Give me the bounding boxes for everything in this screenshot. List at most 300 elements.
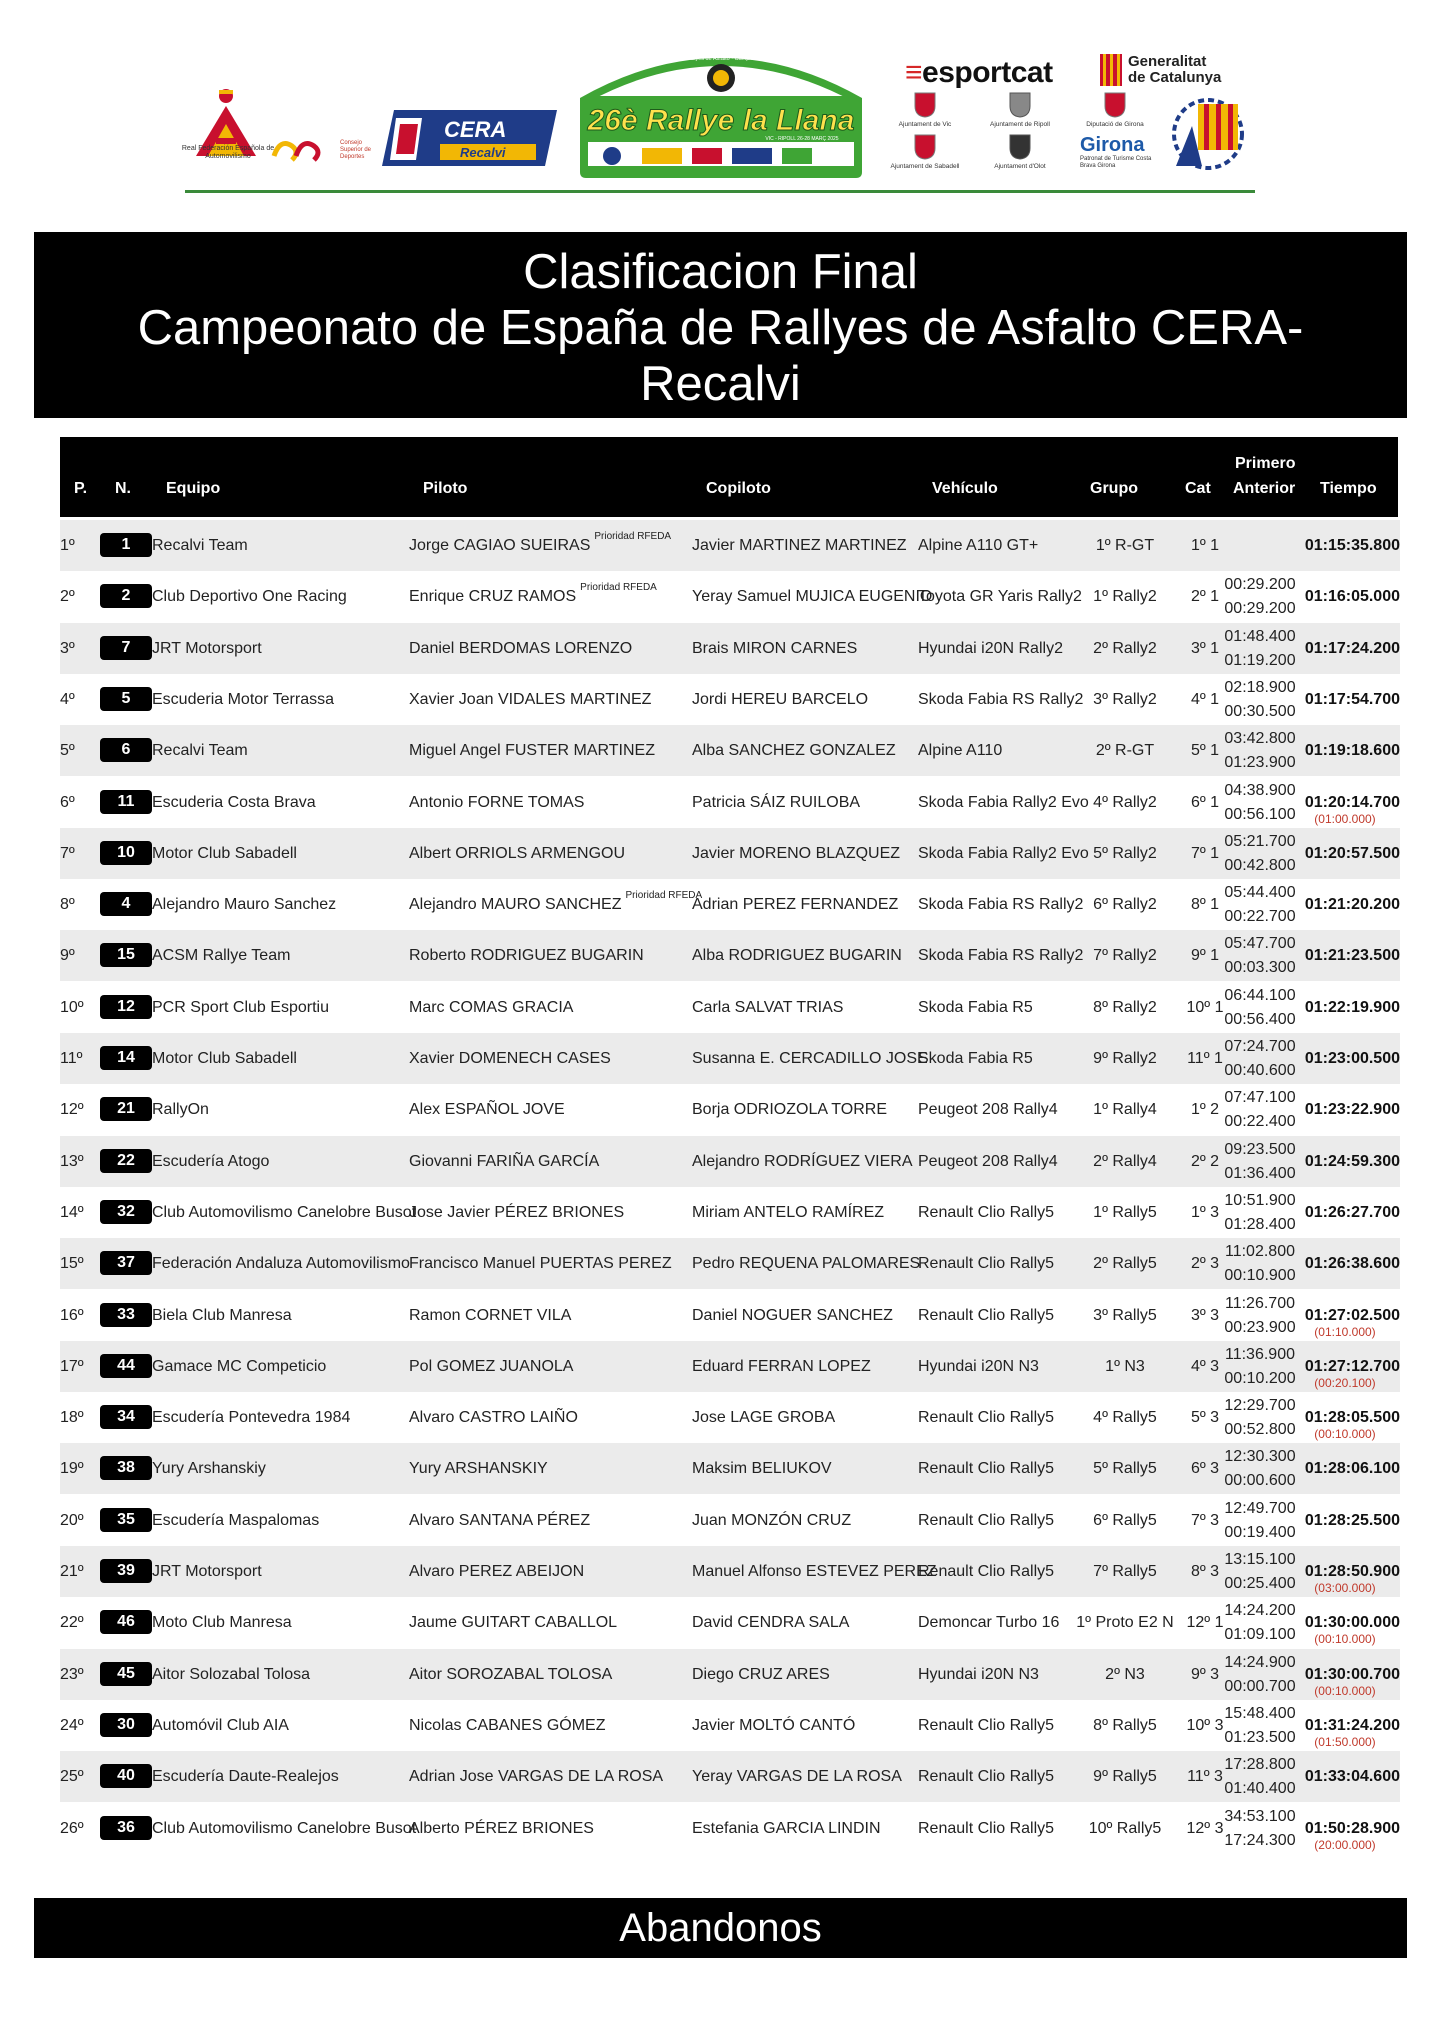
group-position: 4º Rally2 <box>1093 793 1157 811</box>
position: 5º <box>60 742 75 760</box>
driver-name: Marc COMAS GRACIA <box>409 998 574 1016</box>
group-position: 2º R-GT <box>1095 742 1155 760</box>
total-time: 01:50:28.900 <box>1304 1819 1400 1837</box>
vehicle-name: Renault Clio Rally5 <box>918 1306 1055 1324</box>
generalitat-shield-icon <box>1100 54 1122 86</box>
table-row <box>60 623 1400 674</box>
group-position: 7º Rally5 <box>1093 1563 1157 1580</box>
group-position: 9º Rally5 <box>1093 1768 1157 1786</box>
col-header-codriver: Copiloto <box>706 480 771 497</box>
gap-to-first: 14:24.900 <box>1224 1653 1296 1671</box>
gap-to-previous: 00:29.200 <box>1224 600 1296 618</box>
driver-name: Francisco Manuel PUERTAS PEREZ <box>409 1255 672 1273</box>
rfea-caption: Real Federación Española de Automovilismo <box>181 145 275 160</box>
position: 9º <box>60 947 75 965</box>
group-position: 3º Rally2 <box>1093 690 1157 708</box>
generalitat-line2: de Catalunya <box>1128 69 1222 86</box>
team-name: Escuderia Motor Terrassa <box>152 690 334 708</box>
group-position: 1º Rally4 <box>1093 1101 1157 1119</box>
driver-name: Pol GOMEZ JUANOLA <box>409 1357 574 1375</box>
codriver-name: Juan MONZÓN CRUZ <box>692 1511 852 1529</box>
total-time: 01:23:22.900 <box>1304 1101 1400 1119</box>
total-time: 01:23:00.500 <box>1304 1050 1400 1067</box>
council-name: Ajuntament d'Olot <box>994 163 1046 170</box>
gap-to-first: 11:26.700 <box>1225 1294 1295 1312</box>
team-name: JRT Motorsport <box>152 1563 262 1580</box>
girona-caption: Patronat de Turisme Costa Brava Girona <box>1080 156 1152 169</box>
total-time: 01:33:04.600 <box>1304 1768 1400 1786</box>
car-number-badge: 46 <box>100 1610 152 1634</box>
team-name: Escudería Pontevedra 1984 <box>152 1409 351 1427</box>
total-time: 01:28:50.900 <box>1304 1563 1400 1580</box>
team-name: Recalvi Team <box>152 742 248 760</box>
total-time: 01:16:05.000 <box>1304 588 1400 606</box>
table-row <box>60 1033 1400 1084</box>
table-row <box>60 725 1400 776</box>
driver-name: Jaume GUITART CABALLOL <box>409 1614 618 1632</box>
codriver-name: Alejandro RODRÍGUEZ VIERA <box>692 1152 913 1170</box>
team-name: Club Automovilismo Canelobre Busot <box>152 1819 417 1837</box>
table-row <box>60 1443 1400 1494</box>
position: 22º <box>60 1614 84 1632</box>
vehicle-name: Renault Clio Rally5 <box>918 1819 1055 1837</box>
codriver-name: Javier MOLTÓ CANTÓ <box>692 1716 856 1734</box>
rally-arc-text: Campionat de España de Rallyes de Asfalto · Campionat de Catalunya de Ral·lis <box>622 56 820 62</box>
category-position: 7º 3 <box>1190 1511 1220 1529</box>
vehicle-name: Renault Clio Rally5 <box>918 1768 1055 1786</box>
team-name: Escudería Atogo <box>152 1152 270 1170</box>
team-name: Escudería Maspalomas <box>152 1511 320 1529</box>
gap-to-previous: 00:56.100 <box>1224 805 1296 823</box>
gap-to-previous: 00:00.700 <box>1224 1677 1296 1695</box>
codriver-name: Pedro REQUENA PALOMARES <box>692 1255 921 1273</box>
team-name: Club Automovilismo Canelobre Busot <box>152 1203 417 1221</box>
table-row <box>60 1341 1400 1392</box>
gap-to-previous: 01:23.900 <box>1224 754 1296 772</box>
codriver-name: Maksim BELIUKOV <box>692 1460 832 1478</box>
total-time: 01:15:35.800 <box>1304 537 1400 554</box>
rally-title: 26è Rallye la Llana <box>587 104 855 137</box>
gap-to-first: 12:30.300 <box>1224 1448 1296 1466</box>
vehicle-name: Alpine A110 <box>918 742 1003 760</box>
col-header-driver: Piloto <box>423 480 468 497</box>
codriver-name: Javier MARTINEZ MARTINEZ <box>692 537 907 554</box>
codriver-name: Jordi HEREU BARCELO <box>692 690 869 708</box>
gap-to-first: 06:44.100 <box>1224 986 1296 1004</box>
abandons-banner: Abandonos <box>34 1898 1407 1958</box>
priority-note: Prioridad RFEDA <box>625 890 703 902</box>
category-position: 5º 1 <box>1190 742 1220 760</box>
car-number-badge: 15 <box>100 943 152 967</box>
codriver-name: David CENDRA SALA <box>692 1614 850 1632</box>
gap-to-previous: 00:56.400 <box>1224 1010 1296 1028</box>
total-time: 01:24:59.300 <box>1304 1152 1400 1170</box>
results-table-header <box>60 437 1398 517</box>
generalitat-line1: Generalitat <box>1128 53 1207 70</box>
position: 1º <box>60 537 75 554</box>
codriver-name: Brais MIRON CARNES <box>692 639 858 657</box>
total-time: 01:26:27.700 <box>1304 1203 1400 1221</box>
vehicle-name: Renault Clio Rally5 <box>918 1203 1055 1221</box>
vehicle-name: Renault Clio Rally5 <box>918 1563 1055 1580</box>
codriver-name: Diego CRUZ ARES <box>692 1665 830 1683</box>
codriver-name: Alba SANCHEZ GONZALEZ <box>692 742 896 760</box>
rally-date: VIC - RIPOLL 26-28 MARÇ 2025 <box>765 136 839 142</box>
codriver-name: Estefania GARCIA LINDIN <box>692 1819 881 1837</box>
car-number-badge: 30 <box>100 1713 152 1737</box>
title-banner <box>34 232 1407 418</box>
gap-to-previous: 00:30.500 <box>1224 702 1296 720</box>
table-row <box>60 1187 1400 1238</box>
table-row <box>60 879 1400 930</box>
driver-name: Daniel BERDOMAS LORENZO <box>409 639 633 657</box>
position: 25º <box>60 1768 84 1786</box>
vehicle-name: Renault Clio Rally5 <box>918 1460 1055 1478</box>
position: 6º <box>60 793 75 811</box>
car-number-badge: 34 <box>100 1405 152 1429</box>
gap-to-previous: 00:23.900 <box>1224 1318 1296 1336</box>
group-position: 5º Rally5 <box>1093 1460 1157 1478</box>
category-position: 2º 1 <box>1190 588 1220 606</box>
codriver-name: Patricia SÁIZ RUILOBA <box>692 793 861 811</box>
table-row <box>60 1546 1400 1597</box>
driver-name: Yury ARSHANSKIY <box>409 1460 548 1478</box>
esportcat-logo <box>905 56 1053 90</box>
team-name: Recalvi Team <box>152 537 248 554</box>
crest-icon <box>1009 134 1031 160</box>
gap-to-first: 07:24.700 <box>1224 1038 1296 1055</box>
category-position: 11º 1 <box>1187 1050 1223 1067</box>
priority-note: Prioridad RFEDA <box>594 531 672 542</box>
category-position: 3º 1 <box>1190 639 1220 657</box>
group-position: 3º Rally5 <box>1093 1306 1157 1324</box>
group-position: 9º Rally2 <box>1093 1050 1157 1067</box>
position: 8º <box>60 896 75 914</box>
gap-to-previous: 01:36.400 <box>1224 1164 1296 1182</box>
group-position: 1º R-GT <box>1095 537 1155 554</box>
team-name: Alejandro Mauro Sanchez <box>152 896 337 914</box>
vehicle-name: Alpine A110 GT+ <box>918 537 1039 554</box>
car-number-badge: 14 <box>100 1046 152 1070</box>
gap-to-previous: 00:25.400 <box>1224 1575 1296 1592</box>
category-position: 8º 3 <box>1190 1563 1220 1580</box>
recalvi-text: Recalvi <box>460 145 506 160</box>
gap-to-previous: 00:19.400 <box>1224 1523 1296 1541</box>
group-position: 1º Rally2 <box>1093 588 1157 606</box>
table-row <box>60 1290 1400 1341</box>
team-name: Escuderia Costa Brava <box>152 793 316 811</box>
gap-to-previous: 01:09.100 <box>1224 1626 1296 1644</box>
table-row <box>60 1238 1400 1289</box>
group-position: 7º Rally2 <box>1093 947 1157 965</box>
total-time: 01:28:05.500 <box>1304 1409 1400 1427</box>
csd-logo <box>270 134 340 166</box>
position: 10º <box>60 998 84 1016</box>
position: 23º <box>60 1665 84 1683</box>
team-name: Aitor Solozabal Tolosa <box>152 1665 311 1683</box>
car-number-badge: 5 <box>100 687 152 711</box>
group-position: 1º N3 <box>1105 1357 1145 1375</box>
penalty-time: (20:00.000) <box>1314 1837 1376 1852</box>
codriver-name: Javier MORENO BLAZQUEZ <box>692 844 901 862</box>
table-row <box>60 1700 1400 1751</box>
category-position: 5º 3 <box>1190 1409 1220 1427</box>
position: 11º <box>60 1050 83 1067</box>
vehicle-name: Toyota GR Yaris Rally2 <box>918 588 1082 606</box>
championship-title: Campeonato de España de Rallyes de Asfalto CERA-Recalvi <box>137 301 1304 411</box>
position: 26º <box>60 1819 84 1837</box>
codriver-name: Manuel Alfonso ESTEVEZ PEREZ <box>692 1563 937 1580</box>
position: 19º <box>60 1460 84 1478</box>
car-number-badge: 45 <box>100 1662 152 1686</box>
gap-to-first: 11:36.900 <box>1225 1345 1295 1363</box>
council-olot <box>975 134 1065 170</box>
gap-to-previous: 00:03.300 <box>1224 959 1296 977</box>
table-row <box>60 1597 1400 1648</box>
group-position: 4º Rally5 <box>1093 1409 1157 1427</box>
vehicle-name: Renault Clio Rally5 <box>918 1255 1055 1273</box>
table-row <box>60 828 1400 879</box>
total-time: 01:28:25.500 <box>1304 1511 1400 1529</box>
gap-to-previous: 00:10.900 <box>1224 1267 1296 1285</box>
priority-note: Prioridad RFEDA <box>580 582 657 594</box>
council-name: Ajuntament de Vic <box>898 121 952 128</box>
team-name: Moto Club Manresa <box>152 1614 292 1632</box>
gap-to-first: 13:15.100 <box>1224 1551 1296 1568</box>
table-row <box>60 1136 1400 1187</box>
category-position: 2º 3 <box>1190 1255 1220 1273</box>
gap-to-first: 14:24.200 <box>1224 1602 1296 1620</box>
gap-to-previous: 01:28.400 <box>1224 1215 1296 1233</box>
council-name: Ajuntament de Ripoll <box>990 121 1050 128</box>
codriver-name: Eduard FERRAN LOPEZ <box>692 1357 871 1375</box>
table-row <box>60 1649 1400 1700</box>
gap-to-previous: 01:40.400 <box>1224 1780 1296 1798</box>
gap-to-previous: 00:00.600 <box>1224 1472 1296 1490</box>
group-position: 2º Rally4 <box>1093 1152 1157 1170</box>
driver-name: Aitor SOROZABAL TOLOSA <box>409 1665 613 1683</box>
gap-to-first: 05:44.400 <box>1224 884 1296 902</box>
vehicle-name: Skoda Fabia R5 <box>918 1050 1033 1067</box>
table-row <box>60 1084 1400 1135</box>
gap-to-previous: 00:40.600 <box>1224 1062 1296 1079</box>
car-number-badge: 10 <box>100 841 152 865</box>
generalitat-text <box>1128 54 1221 86</box>
car-number-badge: 40 <box>100 1764 152 1788</box>
vehicle-name: Peugeot 208 Rally4 <box>918 1152 1058 1170</box>
header-divider <box>185 190 1255 193</box>
driver-name: Jose Javier PÉREZ BRIONES <box>409 1203 625 1221</box>
crest-icon <box>1009 92 1031 118</box>
category-position: 11º 3 <box>1187 1768 1223 1786</box>
category-position: 4º 3 <box>1190 1357 1220 1375</box>
codriver-name: Borja ODRIOZOLA TORRE <box>692 1101 888 1119</box>
vehicle-name: Renault Clio Rally5 <box>918 1511 1055 1529</box>
group-position: 2º N3 <box>1105 1665 1145 1683</box>
position: 21º <box>60 1563 84 1580</box>
gap-to-first: 05:21.700 <box>1224 832 1296 850</box>
council-name: Ajuntament de Sabadell <box>890 163 960 170</box>
group-position: 6º Rally5 <box>1093 1511 1157 1529</box>
driver-name: Enrique CRUZ $RAMOS^{Prioridad RFEDA}$ <box>409 582 657 606</box>
total-time: 01:27:12.700 <box>1304 1357 1400 1375</box>
vehicle-name: Demoncar Turbo 16 <box>918 1614 1060 1632</box>
council-name: Diputació de Girona <box>1086 121 1144 128</box>
group-position: 2º Rally5 <box>1093 1255 1157 1273</box>
team-name: Federación Andaluza Automovilismo <box>152 1255 410 1273</box>
car-number-badge: 33 <box>100 1303 152 1327</box>
driver-name: Xavier DOMENECH CASES <box>409 1050 611 1067</box>
category-position: 1º 1 <box>1190 537 1220 554</box>
position: 15º <box>60 1255 84 1273</box>
car-number-badge: 11 <box>100 790 152 814</box>
team-name: Automóvil Club AIA <box>152 1716 289 1734</box>
vehicle-name: Hyundai i20N Rally2 <box>918 639 1063 657</box>
table-row <box>60 674 1400 725</box>
vehicle-name: Skoda Fabia RS Rally2 <box>918 896 1084 914</box>
table-row <box>60 777 1400 828</box>
fca-logo <box>1168 96 1248 172</box>
vehicle-name: Skoda Fabia RS Rally2 <box>918 690 1084 708</box>
position: 20º <box>60 1511 84 1529</box>
driver-name: Jorge CAGIAO $SUEIRAS^{Prioridad RFEDA}$ <box>409 531 672 554</box>
car-number-badge: 44 <box>100 1354 152 1378</box>
penalty-time: (00:10.000) <box>1314 1427 1376 1442</box>
council-girona-diputacio <box>1070 92 1160 128</box>
car-number-badge: 2 <box>100 584 152 608</box>
cera-text: CERA <box>444 117 507 142</box>
category-position: 12º 3 <box>1186 1819 1224 1837</box>
total-time: 01:22:19.900 <box>1304 998 1400 1016</box>
team-name: RallyOn <box>152 1101 209 1119</box>
position: 14º <box>60 1203 84 1221</box>
group-position: 1º Proto E2 N <box>1076 1614 1174 1632</box>
codriver-name: Yeray Samuel MUJICA EUGENIO <box>692 588 933 606</box>
driver-name: Roberto RODRIGUEZ BUGARIN <box>409 947 644 965</box>
team-name: Gamace MC Competicio <box>152 1357 327 1375</box>
penalty-time: (01:50.000) <box>1314 1734 1376 1749</box>
gap-to-first: 12:29.700 <box>1224 1397 1296 1415</box>
car-number-badge: 4 <box>100 892 152 916</box>
gap-to-first: 34:53.100 <box>1224 1807 1296 1825</box>
gap-to-previous: 01:23.500 <box>1224 1728 1296 1746</box>
total-time: 01:19:18.600 <box>1304 742 1400 760</box>
category-position: 2º 2 <box>1190 1152 1220 1170</box>
vehicle-name: Skoda Fabia Rally2 Evo <box>918 844 1089 862</box>
team-name: Escudería Daute-Realejos <box>152 1768 339 1786</box>
col-header-time: Tiempo <box>1320 480 1377 497</box>
car-number-badge: 38 <box>100 1456 152 1480</box>
col-header-vehicle: Vehículo <box>932 480 998 497</box>
esportcat-e-icon: ≡ <box>905 56 923 89</box>
gap-to-first: 10:51.900 <box>1224 1191 1296 1209</box>
table-row <box>60 1495 1400 1546</box>
group-position: 8º Rally2 <box>1093 998 1157 1016</box>
table-row <box>60 982 1400 1033</box>
table-row <box>60 1803 1400 1854</box>
codriver-name: Adrian PEREZ FERNANDEZ <box>692 896 899 914</box>
total-time: 01:28:06.100 <box>1304 1460 1400 1478</box>
table-row <box>60 1751 1400 1802</box>
gap-to-first: 09:23.500 <box>1224 1140 1296 1158</box>
vehicle-name: Hyundai i20N N3 <box>918 1357 1039 1375</box>
vehicle-name: Skoda Fabia RS Rally2 <box>918 947 1084 965</box>
position: 16º <box>60 1306 84 1324</box>
gap-to-previous: 00:42.800 <box>1224 856 1296 874</box>
codriver-name: Jose LAGE GROBA <box>692 1409 836 1427</box>
col-header-pos: P. <box>74 480 88 497</box>
category-position: 6º 1 <box>1190 793 1220 811</box>
car-number-badge: 35 <box>100 1508 152 1532</box>
total-time: 01:30:00.700 <box>1304 1665 1400 1683</box>
driver-name: Miguel Angel FUSTER MARTINEZ <box>409 742 655 760</box>
vehicle-name: Skoda Fabia R5 <box>918 998 1033 1016</box>
group-position: 8º Rally5 <box>1093 1716 1157 1734</box>
position: 7º <box>60 844 75 862</box>
total-time: 01:31:24.200 <box>1304 1716 1400 1734</box>
category-position: 9º 3 <box>1190 1665 1220 1683</box>
car-number-badge: 1 <box>100 533 152 557</box>
gap-to-previous: 17:24.300 <box>1224 1831 1296 1849</box>
group-position: 10º Rally5 <box>1088 1819 1162 1837</box>
driver-name: Adrian Jose VARGAS DE LA ROSA <box>409 1768 664 1786</box>
position: 13º <box>60 1152 84 1170</box>
driver-name: Alejandro MAURO $SANCHEZ^{Prioridad RFEDA}$ <box>409 890 703 914</box>
penalty-time: (01:10.000) <box>1314 1324 1376 1339</box>
gap-to-first: 15:48.400 <box>1224 1704 1296 1722</box>
crest-icon <box>914 134 936 160</box>
team-name: PCR Sport Club Esportiu <box>152 998 329 1016</box>
gap-to-first: 05:47.700 <box>1224 935 1296 953</box>
driver-name: Nicolas CABANES GÓMEZ <box>409 1716 606 1734</box>
position: 18º <box>60 1409 84 1427</box>
gap-to-previous: 00:22.400 <box>1224 1113 1296 1131</box>
col-header-group: Grupo <box>1090 480 1138 497</box>
crest-icon <box>1104 92 1126 118</box>
position: 2º <box>60 588 75 606</box>
total-time: 01:20:14.700 <box>1304 793 1400 811</box>
driver-name: Albert ORRIOLS ARMENGOU <box>409 844 626 862</box>
vehicle-name: Hyundai i20N N3 <box>918 1665 1039 1683</box>
category-position: 10º 1 <box>1186 998 1224 1016</box>
category-position: 6º 3 <box>1190 1460 1220 1478</box>
team-name: Biela Club Manresa <box>152 1306 292 1324</box>
total-time: 01:26:38.600 <box>1304 1255 1400 1273</box>
codriver-name: Carla SALVAT TRIAS <box>692 998 844 1016</box>
crest-icon <box>914 92 936 118</box>
col-header-num: N. <box>115 480 131 497</box>
group-position: 2º Rally2 <box>1093 639 1157 657</box>
team-name: Club Deportivo One Racing <box>152 588 347 606</box>
car-number-badge: 12 <box>100 995 152 1019</box>
vehicle-name: Peugeot 208 Rally4 <box>918 1101 1058 1119</box>
team-name: JRT Motorsport <box>152 639 262 657</box>
gap-to-first: 02:18.900 <box>1224 678 1296 696</box>
team-name: Motor Club Sabadell <box>152 1050 297 1067</box>
position: 12º <box>60 1101 84 1119</box>
total-time: 01:27:02.500 <box>1304 1306 1400 1324</box>
table-row <box>60 520 1400 571</box>
gap-to-first: 17:28.800 <box>1224 1756 1296 1774</box>
gap-to-previous: 00:52.800 <box>1224 1421 1296 1439</box>
position: 24º <box>60 1716 84 1734</box>
position: 4º <box>60 690 75 708</box>
penalty-time: (03:00.000) <box>1314 1581 1376 1595</box>
gap-to-first: 00:29.200 <box>1224 576 1296 594</box>
penalty-time: (00:10.000) <box>1314 1632 1376 1647</box>
table-row <box>60 930 1400 981</box>
category-position: 1º 3 <box>1190 1203 1220 1221</box>
